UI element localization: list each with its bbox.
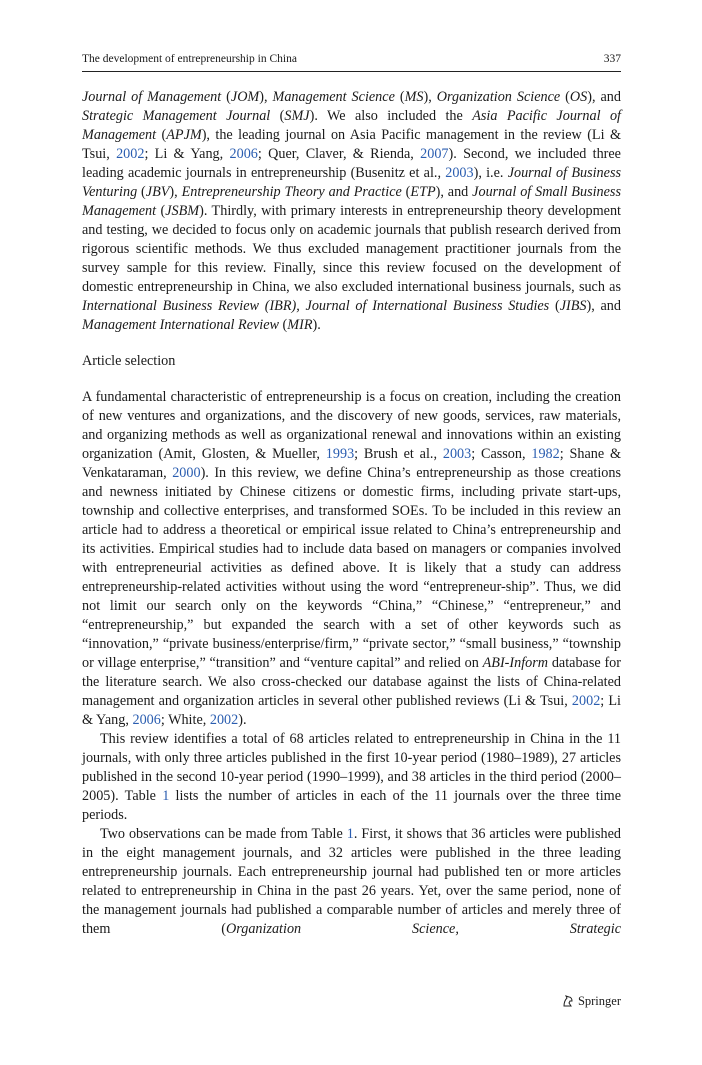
italic-run: APJM xyxy=(166,127,202,143)
publisher-mark xyxy=(561,993,621,1009)
citation-link[interactable]: 2002 xyxy=(209,712,239,728)
text-run: ( xyxy=(401,184,411,200)
italic-run: MS xyxy=(404,89,424,105)
text-run: ), xyxy=(259,89,273,105)
italic-run: ABI-Inform xyxy=(482,655,549,671)
italic-run: Organization Science xyxy=(436,89,561,105)
italic-run: Management Science xyxy=(272,89,395,105)
text-run: A fundamental characteristic of entrepreneurship is a focus on creation, including the creation of new ventures and organizations, and the discovery of new goods, services, raw materials, and organizing methods as well as organizational renewal and innovations within an existing organization (Amit, Glosten, & Mueller, xyxy=(82,389,621,462)
italic-run: JIBS xyxy=(559,298,587,314)
italic-run: SMJ xyxy=(284,108,310,124)
publisher-name: Springer xyxy=(577,994,621,1008)
article-body xyxy=(82,88,621,939)
text-run: . First, it shows that 36 articles were published in the eight management journals, and 32 articles were published in the three leading entrepreneurship journals. Each entrepreneurship journal had published ten or more articles related to entrepreneurship in China in the past 26 years. Yet, over the same period, none of the management journals had published a comparable number of articles and merely three of them ( xyxy=(82,826,622,937)
header-rule xyxy=(82,71,621,72)
text-run: ), and xyxy=(435,184,473,200)
italic-run: Strategic Management Journal xyxy=(82,108,271,124)
text-run: lists the number of articles in each of the 11 journals over the three time periods. xyxy=(82,788,621,823)
text-run: ( xyxy=(279,317,288,333)
text-run: ). xyxy=(238,712,247,728)
text-run: ( xyxy=(137,184,146,200)
italic-run: ETP xyxy=(410,184,436,200)
text-run: ; Quer, Claver, & Rienda, xyxy=(257,146,421,162)
citation-link[interactable]: 2006 xyxy=(229,146,258,162)
citation-link[interactable]: 1 xyxy=(346,826,354,842)
text-run: ( xyxy=(560,89,570,105)
text-run: ( xyxy=(270,108,285,124)
text-run: ), and xyxy=(587,89,621,105)
text-run: ( xyxy=(549,298,560,314)
citation-link[interactable]: 2003 xyxy=(445,165,474,181)
text-run: ; Shane & Venkataraman, xyxy=(82,446,622,481)
text-run: ). Thirdly, with primary interests in entrepreneurship theory development and testing, we decided to focus only on academic journals that publish research derived from rigorous scientific methods. We thus excluded management practitioner journals from the survey sample for this review. Finally, since this review focused on the development of domestic entrepreneurship in China, we also excluded international business journals, such as xyxy=(82,203,621,295)
text-run: Two observations can be made from Table xyxy=(100,826,347,842)
citation-link[interactable]: 2003 xyxy=(442,446,472,462)
text-run: ( xyxy=(156,127,167,143)
citation-link[interactable]: 2002 xyxy=(116,146,145,162)
text-run: This review identifies a total of 68 articles related to entrepreneurship in China in the 11 journals, with only three articles published in the first 10-year period (1980–1989), 27 articles published in the second 10-year period (1990–1999), and 38 articles in the third period (2000–2005). Table xyxy=(82,731,621,804)
text-run: ), xyxy=(423,89,437,105)
text-run: ( xyxy=(221,89,231,105)
italic-run: Journal of Management xyxy=(82,89,222,105)
italic-run: JSBM xyxy=(165,203,200,219)
italic-run: Organization Science, Strategic xyxy=(225,921,621,937)
text-run: ). xyxy=(312,317,321,333)
text-run: ; White, xyxy=(160,712,210,728)
page-number: 337 xyxy=(603,53,621,65)
italic-run: Entrepreneurship Theory and Practice xyxy=(181,184,402,200)
text-run: ), the leading journal on Asia Pacific management in the review (Li & Tsui, xyxy=(82,127,621,162)
text-run: ). Second, we included three leading academic journals in entrepreneurship (Busenitz et al., xyxy=(82,146,621,181)
springer-horse-icon xyxy=(561,994,575,1008)
text-run: ), and xyxy=(586,298,621,314)
text-run: ). In this review, we define China’s entrepreneurship as those creations and newness initiated by Chinese citizens or domestic firms, including private start-ups, township and collective enterprises, and transformed SOEs. To be included in this review an article had to address a theoretical or empirical issue related to China’s entrepreneurship and its activities. Empirical studies had to include data based on managers or companies involved with entrepreneurial activities as defined above. It is likely that a study can address entrepreneurship-related activities without using the word “entrepreneur-ship”. Thus, we did not limit our search only on the keywords “China,” “Chinese,” “entrepreneur,” and “entrepreneurship,” but expanded the search with a set of other keywords such as “innovation,” “private business/enterprise/firm,” “private sector,” “small business,” “township or village enterprise,” “transition” and “venture capital” and relied on xyxy=(82,465,621,671)
text-run: ; Li & Yang, xyxy=(82,693,621,728)
citation-link[interactable]: 2000 xyxy=(172,465,201,481)
running-head-title: The development of entrepreneurship in China xyxy=(82,53,297,65)
citation-link[interactable]: 2006 xyxy=(132,712,161,728)
text-run: ), i.e. xyxy=(473,165,508,181)
italic-run: Journal of Business Venturing xyxy=(82,165,621,200)
text-run: ( xyxy=(394,89,405,105)
italic-run: OS xyxy=(569,89,588,105)
paragraph-observations xyxy=(82,825,621,939)
text-run: ), xyxy=(169,184,182,200)
italic-run: MIR xyxy=(287,317,313,333)
citation-link[interactable]: 1993 xyxy=(325,446,355,462)
italic-run: JBV xyxy=(145,184,170,200)
italic-run: Journal of Small Business Management xyxy=(82,184,621,219)
citation-link[interactable]: 2007 xyxy=(420,146,449,162)
italic-run: JOM xyxy=(230,89,260,105)
paragraph-article-selection xyxy=(82,388,621,730)
paragraph-review-counts xyxy=(82,730,621,825)
italic-run: Asia Pacific Journal of Management xyxy=(82,108,621,143)
italic-run: International Business Review (IBR), Journal of International Business Studies xyxy=(82,298,550,314)
italic-run: Management International Review xyxy=(82,317,279,333)
text-run: ; Casson, xyxy=(471,446,532,462)
citation-link[interactable]: 1 xyxy=(162,788,170,804)
citation-link[interactable]: 2002 xyxy=(571,693,601,709)
citation-link[interactable]: 1982 xyxy=(531,446,560,462)
section-heading: Article selection xyxy=(82,353,176,369)
paragraph-journals xyxy=(82,88,621,335)
running-header xyxy=(82,51,621,71)
text-run: database for the literature search. We also cross-checked our database against the lists of China-related management and organization articles in several other published reviews (Li & Tsui, xyxy=(82,655,621,709)
text-run: ( xyxy=(156,203,166,219)
text-run: ). We also included the xyxy=(309,108,473,124)
text-run: ; Brush et al., xyxy=(354,446,443,462)
text-run: ; Li & Yang, xyxy=(144,146,230,162)
